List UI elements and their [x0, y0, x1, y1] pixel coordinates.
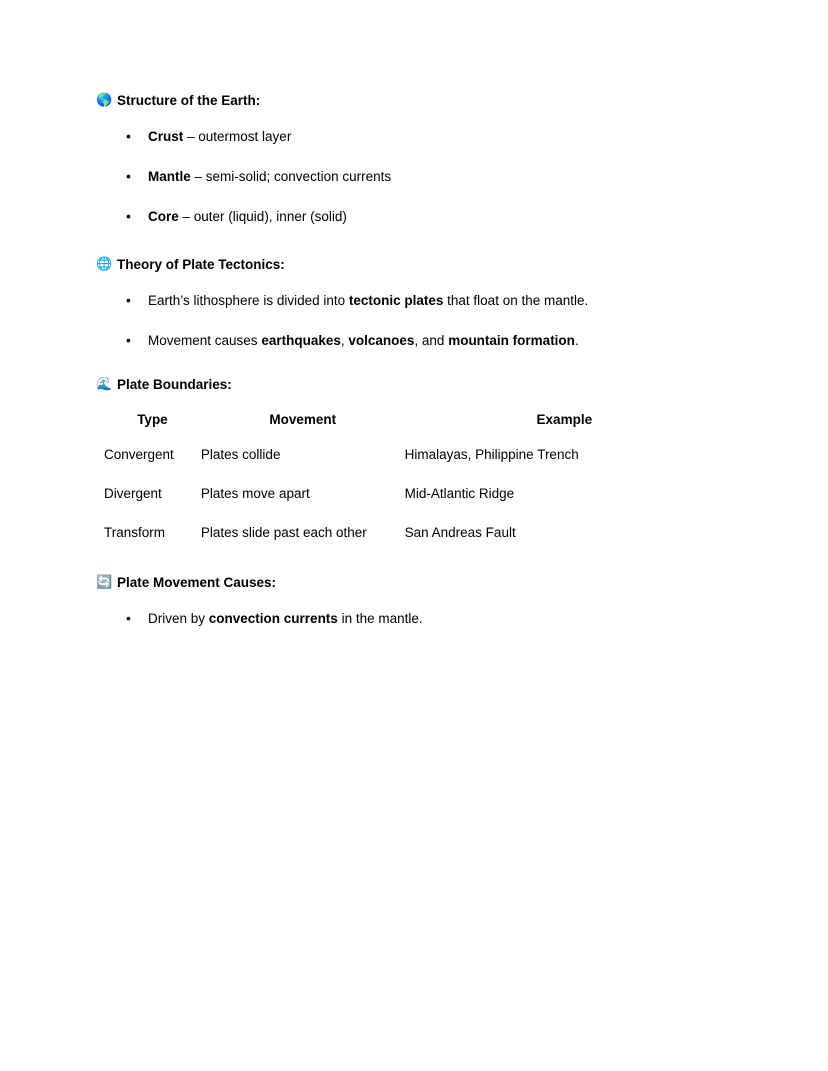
cell-type: Divergent — [104, 485, 162, 501]
list-item — [96, 168, 732, 186]
bullet-term-3: mountain formation — [448, 332, 575, 348]
section-theory-of-plate-tectonics — [96, 256, 732, 350]
section-plate-boundaries — [96, 376, 732, 558]
bullet-term: Crust — [148, 128, 184, 144]
cell-example: Mid-Atlantic Ridge — [404, 485, 515, 501]
table-row — [104, 519, 724, 558]
bullet-text-pre: Movement causes — [148, 332, 262, 348]
globe-with-meridians-icon: 🌐 — [96, 256, 113, 272]
counterclockwise-arrows-icon: 🔄 — [96, 574, 113, 590]
heading-plate-boundaries — [96, 376, 732, 394]
bullet-list-movement-causes — [96, 610, 732, 628]
list-item — [96, 292, 732, 310]
bullet-term: tectonic plates — [348, 292, 444, 308]
earth-globe-americas-icon: 🌎 — [96, 92, 113, 107]
table-header-row — [104, 406, 724, 441]
list-item — [96, 610, 732, 628]
heading-plate-movement-causes — [96, 574, 732, 592]
bullet-text-pre: Driven by — [148, 610, 209, 626]
bullet-list-structure — [96, 128, 732, 227]
list-item — [96, 128, 732, 146]
bullet-term: Core — [148, 208, 179, 224]
bullet-term: convection currents — [208, 610, 338, 626]
cell-movement: Plates slide past each other — [200, 525, 367, 541]
column-header-type: Type — [137, 411, 168, 427]
cell-example: Himalayas, Philippine Trench — [404, 446, 579, 462]
bullet-term: Mantle — [148, 168, 191, 184]
list-item — [96, 208, 732, 226]
bullet-text-pre: Earth’s lithosphere is divided into — [148, 292, 349, 308]
bullet-text: . — [574, 332, 579, 348]
cell-example: San Andreas Fault — [404, 525, 516, 541]
column-header-example: Example — [536, 411, 593, 427]
heading-text: Structure of the Earth: — [117, 93, 261, 108]
bullet-text: – outermost layer — [183, 128, 292, 144]
bullet-term: earthquakes — [261, 332, 341, 348]
table-row — [104, 480, 724, 519]
heading-text: Plate Boundaries: — [117, 377, 232, 393]
section-plate-movement-causes — [96, 574, 732, 628]
water-wave-icon: 🌊 — [96, 376, 113, 392]
bullet-term-2: volcanoes — [348, 332, 415, 348]
bullet-text-mid: , — [340, 332, 349, 348]
heading-text: Plate Movement Causes: — [117, 575, 277, 591]
plate-boundaries-table — [104, 406, 724, 559]
cell-movement: Plates move apart — [200, 485, 310, 501]
cell-type: Transform — [104, 525, 166, 541]
bullet-text: – semi-solid; convection currents — [190, 168, 392, 184]
bullet-text: in the mantle. — [337, 610, 423, 626]
list-item — [96, 332, 732, 350]
spacer — [96, 350, 732, 376]
bullet-text-mid-2: , and — [414, 332, 449, 348]
cell-movement: Plates collide — [200, 446, 281, 462]
bullet-text: that float on the mantle. — [443, 292, 589, 308]
column-header-movement: Movement — [269, 411, 337, 427]
heading-theory-of-plate-tectonics — [96, 256, 732, 274]
table-row — [104, 441, 724, 480]
bullet-text: – outer (liquid), inner (solid) — [178, 208, 347, 224]
section-structure-of-the-earth — [96, 92, 732, 226]
spacer — [96, 226, 732, 256]
cell-type: Convergent — [104, 446, 174, 462]
heading-structure-of-the-earth — [96, 92, 732, 110]
heading-text: Theory of Plate Tectonics: — [117, 257, 285, 273]
bullet-list-tectonics — [96, 292, 732, 350]
